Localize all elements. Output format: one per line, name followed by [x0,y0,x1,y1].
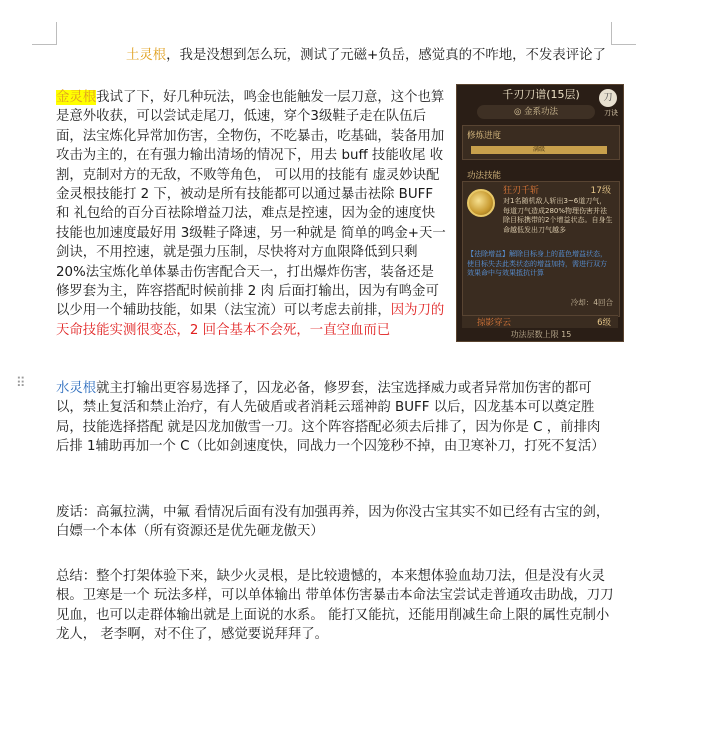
drag-handle-icon[interactable]: ⠿ [16,376,25,391]
paragraph-earth [126,46,616,65]
card-subtitle: ◎ 金系功法 [477,105,595,119]
tag-water-root: 水灵根 [56,381,97,396]
paragraph-water [56,379,616,457]
skill-emblem-icon [467,189,495,217]
card-badge-label: 刀诀 [604,109,618,117]
blade-icon: 刀 [599,89,617,107]
tag-earth-root: 土灵根 [126,48,167,63]
skill-extra-description: 【祛除增益】解除目标身上的蓝色增益状态，使目标失去此类状态的增益加持，需进行双方效果命中与效果抵抗计算 [467,250,607,277]
paragraph-metal-emphasis: 因为刀的天命技能实测很变态，2 回合基本不会死，一直空血而已 [56,303,445,338]
paragraph-metal-text: 我试了下，好几种玩法，鸣金也能触发一层刀意，这个也算是意外收获，可以尝试走尾刀，低速，穿个3级鞋子走在队伍后面，法宝炼化异常加伤害，全物伤，不吃暴击，吃基础，装备用加攻击为主的，在有强力输出清场的情况下，用去 buff 技能收尾 收割，克制对方的无敌，不败等角色， 可以用的技能有 虚灵妙诀配金灵根技能打 2 下，被动是所有技能都可以通过暴击祛除 BUFF 和 礼包给的百分百祛除增益刀法，难点是控速，因为金的速度快技能也加速度最好用 3级鞋子降速，另一种就是 简单的鸣金+天一剑诀，不用控速，就是强力压制，尽快将对方血限降低到只剩 20%法宝炼化单体暴击伤害配合天一，打出爆炸伤害，装备还是修罗套为主，阵容搭配时候前排 2 肉 后面打输出，因为有鸣金可以少用一个辅助技能，如果（法宝流）可以考虑去前排， [56,90,446,319]
progress-bar-fill: 满级 [471,146,607,154]
crop-mark-top-right [611,22,636,45]
paragraph-water-text: 就主打输出更容易选择了，囚龙必备，修罗套，法宝选择威力或者异常加伤害的都可以，禁止复活和禁止治疗，有人先破盾或者消耗云瑶神韵 BUFF 以后，囚龙基本可以奠定胜局，技能选择搭配 就是囚龙加傲雪一刀。这个阵容搭配必须去后排了，因为你是 C ，前排肉 后排 1辅助再加一个 C（比如剑速度快，同战力一个囚笼秒不掉，由卫寒补刀，打死不复活） [56,381,605,455]
paragraph-summary: 总结：整个打架体验下来，缺少火灵根，是比较遗憾的，本来想体验血劫刀法，但是没有火灵根。卫寒是一个 玩法多样，可以单体输出 带单体伤害暴击本命法宝尝试走普通攻击助战，刀刀见血，也可以走群体输出就是上面说的水系。 能打又能抗，还能用削减生命上限的属性克制小龙人， 老李啊，对不住了，感觉要说拜拜了。 [56,569,614,643]
crop-mark-top-left [32,22,57,45]
card-title: 千刃刀谱(15层) [502,88,580,101]
second-skill-name: 掠影穿云 [477,318,512,328]
game-skill-card [456,84,624,342]
second-skill-level: 6级 [597,318,611,328]
skill-level: 17级 [590,186,611,196]
section-progress-label: 修炼进度 [467,131,502,141]
tag-metal-root: 金灵根 [56,90,97,105]
paragraph-earth-text: ，我是没想到怎么玩，测试了元磁+负岳，感觉真的不咋地，不发表评论了 [166,48,606,63]
skill-description: 对1名随机敌人斩出3~6道刀气，每道刀气造成280%物理伤害并祛除目标携带的2个增益状态。自身生命越低发出刀气越多 [503,197,613,234]
section-skills-label: 功法技能 [467,171,502,181]
paragraph-metal [56,88,446,340]
skill-name: 狂刃千斩 [503,186,540,196]
paragraph-misc: 废话：高氟拉满，中氟 看情况后面有没有加强再养，因为你没古宝其实不如已经有古宝的剑，白嫖一个本体（所有资源还是优先砸龙傲天） [56,505,610,540]
progress-bar [471,146,607,154]
card-footer: 功法层数上限 15 [510,330,572,339]
skill-cooldown: 冷却：4回合 [570,298,613,307]
